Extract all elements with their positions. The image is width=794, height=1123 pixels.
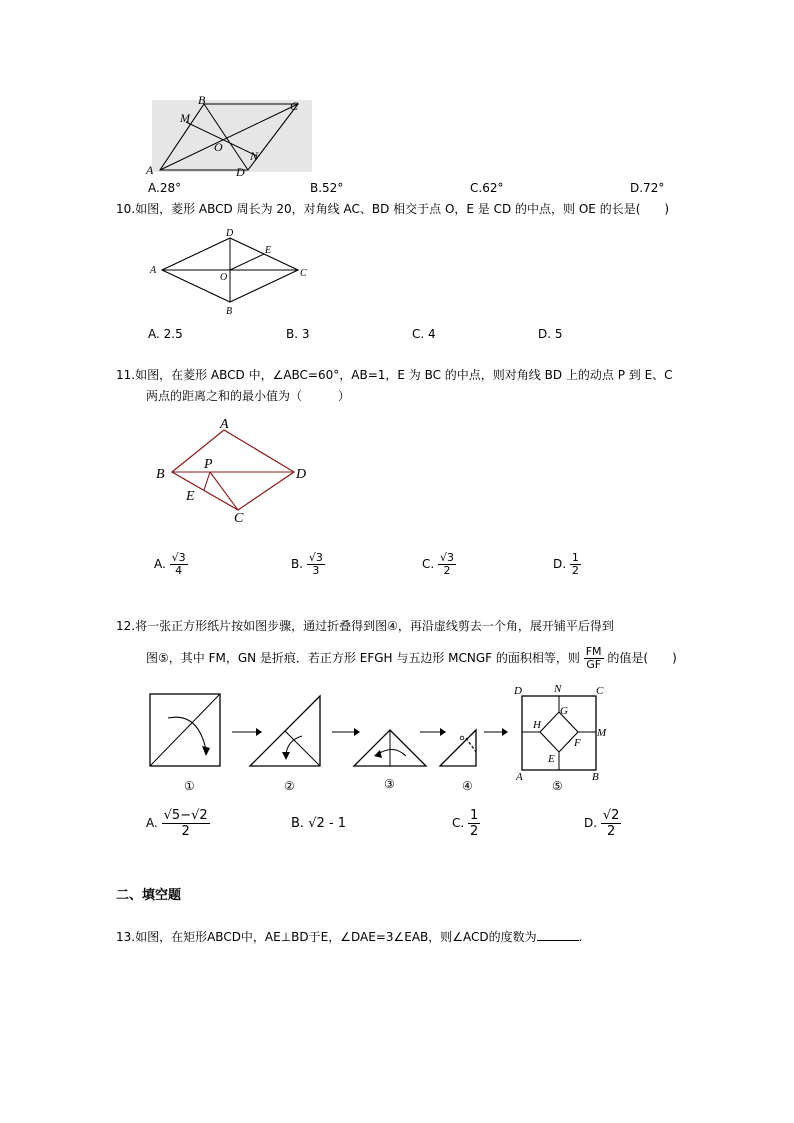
q13-stem: 13.如图，在矩形ABCD中，AE⊥BD于E，∠DAE=3∠EAB，则∠ACD的度数为 . [116, 930, 583, 944]
q12-stem-line1: 12.将一张正方形纸片按如图步骤，通过折叠得到图④，再沿虚线剪去一个角，展开铺平后得到 [116, 619, 614, 633]
q10-option-b: B. 3 [286, 327, 310, 341]
q9-label-O: O [214, 140, 223, 154]
q10-label-C: C [300, 268, 307, 279]
q12-step-label-3: ③ [384, 777, 395, 791]
q10-label-O: O [220, 272, 228, 283]
q11-label-D: D [296, 467, 307, 482]
q12-option-a: A. $\frac{√5-√2}{2}$ [146, 808, 208, 839]
q9-option-a: A.28° [148, 181, 182, 195]
q12-step-label-5: ⑤ [552, 779, 563, 793]
q12-step-label-2: ② [284, 779, 295, 793]
q12-step3-triangle [354, 730, 426, 766]
q12-fraction-fm-gf: $\frac{FM}{GF}$ [585, 645, 602, 671]
q10-stem: 10.如图，菱形 ABCD 周长为 20，对角线 AC、BD 相交于点 O，E 是 CD 的中点，则 OE 的长是( ) [116, 202, 670, 216]
q9-option-d: D.72° [630, 181, 665, 195]
q12-label-D: D [514, 685, 522, 697]
q11-option-d: D. $\frac{1}{2}$ [553, 551, 579, 577]
q11-label-E: E [186, 489, 195, 504]
q12-label-M: M [597, 727, 607, 739]
q11-stem-line1: 11.如图，在菱形 ABCD 中，∠ABC=60°，AB=1，E 为 BC 的中点，则对角线 BD 上的动点 P 到 E、C [116, 368, 673, 382]
q9-parallelogram-figure [140, 92, 320, 178]
q12-folding-steps-figure [140, 682, 620, 796]
q12-label-C: C [596, 685, 604, 697]
q12-step-label-1: ① [184, 779, 195, 793]
q9-label-N: N [250, 149, 259, 163]
q11-option-c: C. $\frac{√3}{2}$ [422, 551, 455, 577]
q12-step4-triangle [440, 730, 476, 766]
q11-option-b: B. $\frac{√3}{3}$ [291, 551, 323, 577]
q11-stem-line2: 两点的距离之和的最小值为（ ） [146, 389, 351, 403]
q10-rhombus-figure [144, 226, 314, 318]
q12-label-G: G [560, 705, 568, 717]
q13-answer-blank[interactable] [537, 928, 579, 941]
q11-option-a: A. $\frac{√3}{4}$ [154, 551, 186, 577]
section-title-fill-in: 二、填空题 [116, 888, 182, 903]
q11-label-A: A [220, 417, 229, 432]
q12-option-d: D. $\frac{√2}{2}$ [584, 808, 620, 839]
q12-label-F: F [574, 737, 581, 749]
q11-label-B: B [156, 467, 165, 482]
q10-label-A: A [150, 265, 157, 276]
q12-label-B: B [592, 771, 599, 783]
q12-option-c: C. $\frac{1}{2}$ [452, 808, 479, 839]
q9-label-M: M [180, 111, 190, 125]
q12-step5-unfolded-square [513, 683, 607, 783]
q9-label-D: D [236, 165, 245, 178]
q12-label-A: A [516, 771, 523, 783]
q9-label-B: B [198, 93, 206, 107]
q12-step1-square [150, 694, 220, 766]
q9-option-b: B.52° [310, 181, 344, 195]
q12-option-b: B. √2 - 1 [291, 816, 346, 831]
q12-stem-line2: 图⑤，其中 FM，GN 是折痕．若正方形 EFGH 与五边形 MCNGF 的面积相等，则 $\frac{FM}{GF}$ 的值是( ) [146, 645, 677, 671]
q10-label-B: B [226, 306, 233, 317]
q11-rhombus-figure [150, 414, 320, 526]
q12-label-N: N [554, 683, 562, 695]
q11-label-C: C [234, 511, 244, 526]
q12-label-E: E [548, 753, 555, 765]
q12-step-label-4: ④ [462, 779, 473, 793]
q12-label-H: H [533, 719, 541, 731]
q10-option-d: D. 5 [538, 327, 563, 341]
q9-option-c: C.62° [470, 181, 504, 195]
q9-label-C: C [290, 99, 299, 113]
q10-label-E: E [265, 245, 272, 256]
q10-label-D: D [226, 228, 234, 239]
q9-label-A: A [146, 163, 154, 177]
q10-option-c: C. 4 [412, 327, 436, 341]
q10-option-a: A. 2.5 [148, 327, 183, 341]
q11-label-P: P [204, 457, 213, 472]
